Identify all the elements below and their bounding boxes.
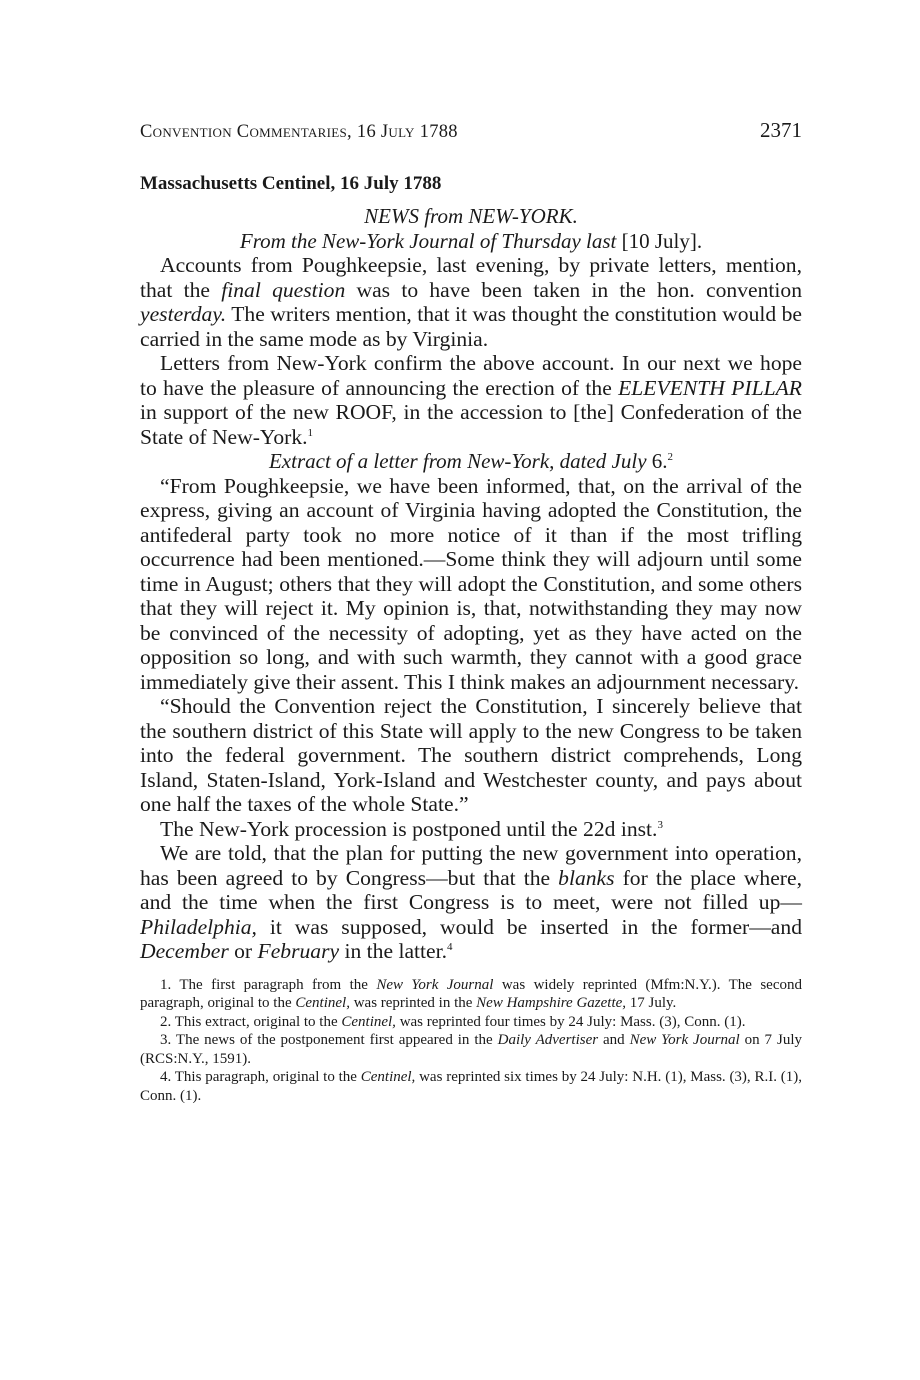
p1-italic-final-question: final question xyxy=(221,277,346,302)
article-heading: Massachusetts Centinel, 16 July 1788 xyxy=(140,173,442,194)
footnote-ref-4: 4 xyxy=(447,940,453,953)
p2-text-c: in support of the new ROOF, in the accession to [the] Confederation of the State of New-York. xyxy=(140,400,802,449)
paragraph-5 xyxy=(140,817,802,842)
p1-text-a: Accounts from Poughkeepsie, last evening, by private letters, mention, that the xyxy=(140,253,802,302)
p6-text-c: for the place where, and the time when the first Congress is to meet, were not filled up— xyxy=(140,865,802,914)
fn3-c: and xyxy=(598,1032,630,1048)
p6-text-a: We are told, that the plan for putting the new government into operation, has been agreed to by Congress—but that the xyxy=(140,841,802,890)
dateline-source-roman: [10 July]. xyxy=(616,228,703,253)
running-title: Convention Commentaries, 16 July 1788 xyxy=(140,122,458,142)
fn3-b: Daily Advertiser xyxy=(497,1032,599,1048)
p1-text-c: was to have been taken in the hon. convention xyxy=(345,277,803,302)
extract-heading-italic: Extract of a letter from New-York, dated July xyxy=(268,449,647,473)
p5-text: The New-York procession is postponed until the 22d inst. xyxy=(160,816,658,841)
p6-italic-december: December xyxy=(140,939,229,963)
fn2-a: 2. This extract, original to the xyxy=(160,1013,342,1030)
fn4-c: was reprinted six times by 24 July: N.H. (1), Mass. (3), R.I. (1), Conn. (1). xyxy=(140,1069,802,1104)
p2-text-a: Letters from New-York confirm the above account. In our next we hope to have the pleasure of announcing the erection of the xyxy=(140,351,802,400)
footnote-2 xyxy=(140,1013,802,1032)
footnotes xyxy=(140,976,802,1106)
p6-text-g: or xyxy=(228,939,258,963)
dateline-news xyxy=(140,204,802,229)
dateline-news-text: NEWS from NEW-YORK. xyxy=(364,204,578,228)
fn3-e: on 7 July (RCS:N.Y., 1591). xyxy=(140,1032,802,1067)
fn3-a: 3. The news of the postponement first appeared in the xyxy=(160,1032,498,1048)
page-number: 2371 xyxy=(760,118,802,142)
footnote-1 xyxy=(140,976,802,1013)
fn2-b: Centinel, xyxy=(341,1013,396,1030)
fn4-a: 4. This paragraph, original to the xyxy=(160,1069,361,1085)
fn1-c: was widely reprinted (Mfm:N.Y.). The second paragraph, original to the xyxy=(140,976,802,1011)
p6-text-i: in the latter. xyxy=(339,939,448,963)
fn1-g: 17 July. xyxy=(626,995,677,1011)
footnote-4 xyxy=(140,1068,802,1105)
paragraph-1 xyxy=(140,253,802,351)
footnote-ref-2: 2 xyxy=(667,451,674,463)
footnote-3 xyxy=(140,1031,802,1068)
paragraph-4: “Should the Convention reject the Constitution, I sincerely believe that the southern district of this State will apply to the new Congress to be taken into the federal government. The southern district comprehends, Long Island, Staten-Island, York-Island and Westchester county, and pays about one half the taxes of the whole State.” xyxy=(140,694,802,816)
footnote-ref-1: 1 xyxy=(307,426,314,439)
fn1-d: Centinel, xyxy=(295,995,350,1011)
fn2-c: was reprinted four times by 24 July: Mass. (3), Conn. (1). xyxy=(395,1013,746,1030)
p1-text-e: The writers mention, that it was thought the constitution would be carried in the same mode as by Virginia. xyxy=(140,302,802,351)
fn4-b: Centinel, xyxy=(360,1069,416,1085)
running-head xyxy=(140,118,802,158)
dateline-source-italic: From the New-York Journal of Thursday last xyxy=(239,228,617,253)
p6-italic-blanks: blanks xyxy=(558,865,615,890)
document-page xyxy=(140,118,802,1105)
fn3-d: New York Journal xyxy=(629,1032,740,1048)
footnote-ref-3: 3 xyxy=(657,818,663,831)
p6-text-e: it was supposed, would be inserted in the former—and xyxy=(256,914,802,939)
paragraph-3: “From Poughkeepsie, we have been informed, that, on the arrival of the express, giving an account of Virginia having adopted the Constitution, the antifederal party took no more notice of it than if the most trifling occurrence had been mentioned.—Some think they will adjourn until some time in August; others that they will adopt the Constitution, and some others that they will reject it. My opinion is, that, notwithstanding they may now be convinced of the necessity of adopting, yet as they have acted on the opposition so long, and with such warmth, they cannot with a good grace immediately give their assent. This I think makes an adjournment necessary. xyxy=(140,473,802,694)
p1-italic-yesterday: yesterday. xyxy=(140,302,227,326)
fn1-a: 1. The first paragraph from the xyxy=(160,976,377,993)
fn1-f: New Hampshire Gazette, xyxy=(476,995,627,1011)
extract-heading-roman: 6. xyxy=(646,449,668,473)
fn1-b: New York Journal xyxy=(376,976,494,993)
paragraph-6 xyxy=(140,841,802,964)
extract-heading xyxy=(140,449,802,474)
p6-italic-february: February xyxy=(257,939,340,963)
p6-italic-philadelphia: Philadelphia, xyxy=(140,914,257,939)
fn1-e: was reprinted in the xyxy=(349,995,477,1011)
paragraph-2 xyxy=(140,351,802,449)
dateline-source xyxy=(140,229,802,254)
p2-italic-eleventh-pillar: ELEVENTH PILLAR xyxy=(618,375,802,400)
